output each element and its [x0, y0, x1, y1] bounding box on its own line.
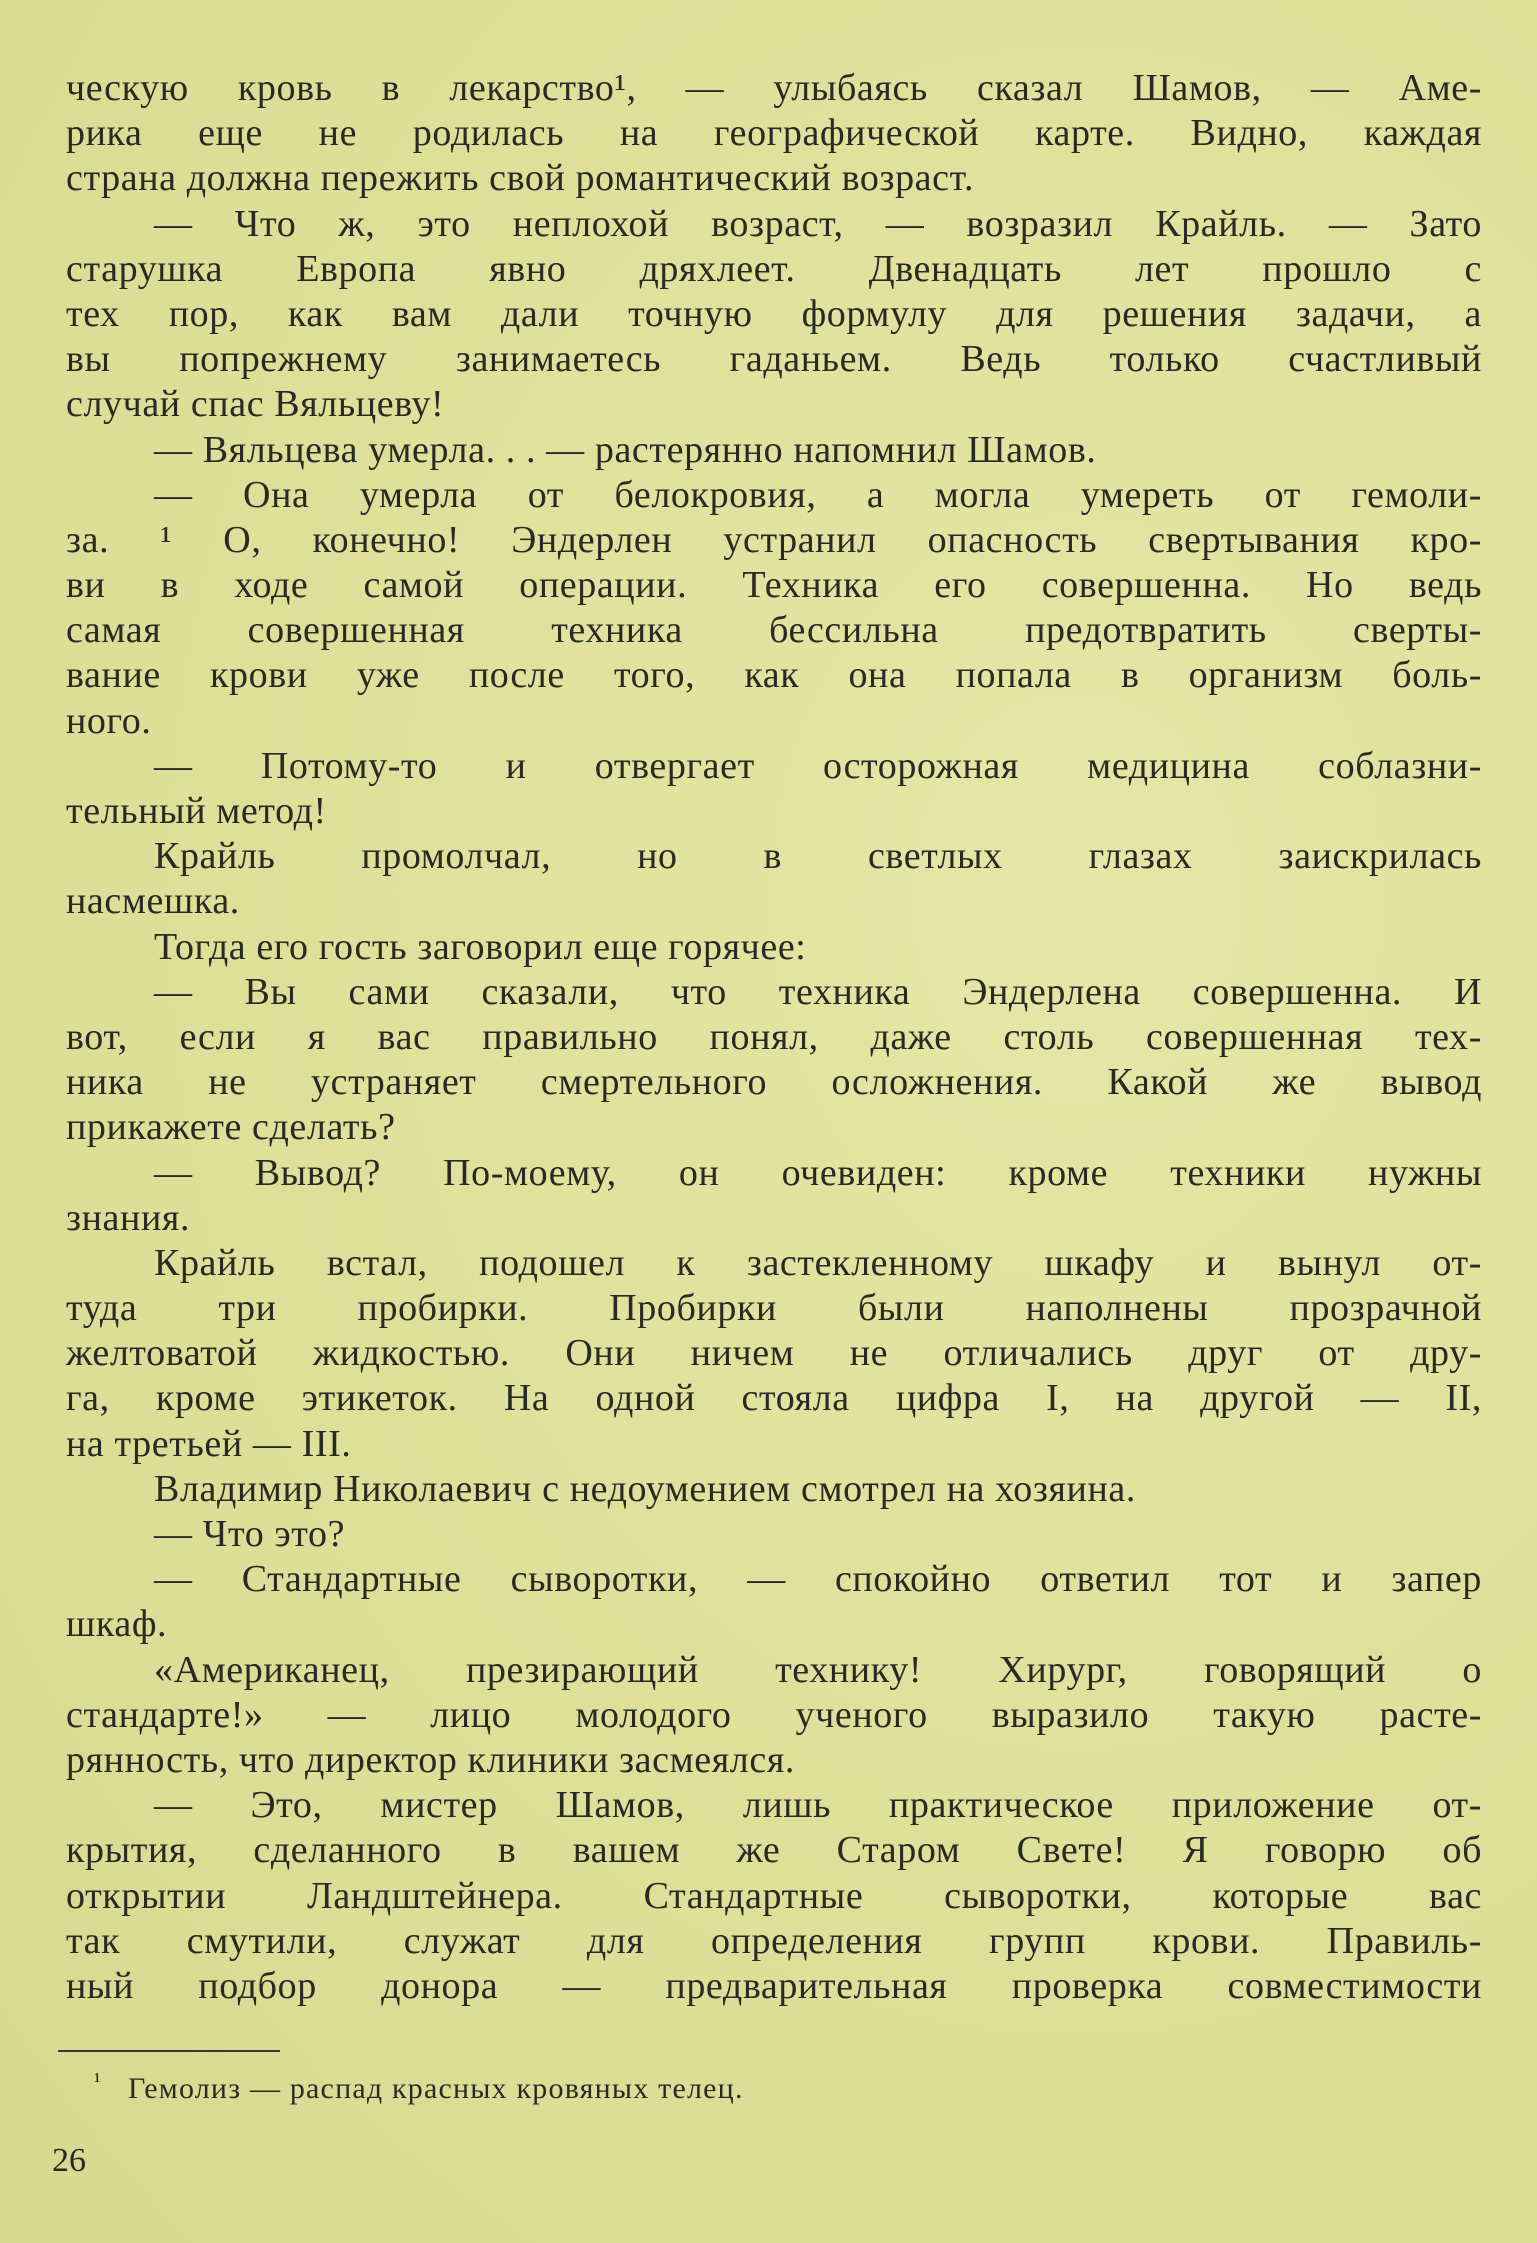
- text-line: ви в ходе самой операции. Техника его совершенна. Но ведь: [66, 564, 1482, 607]
- text-line: на третьей — III.: [66, 1422, 352, 1465]
- text-line: ного.: [66, 699, 152, 742]
- text-line: открытии Ландштейнера. Стандартные сыворотки, которые вас: [66, 1874, 1482, 1917]
- page-number: 26: [52, 2142, 86, 2179]
- text-line: — Вывод? По-моему, он очевиден: кроме техники нужны: [154, 1151, 1482, 1194]
- text-line: — Что это?: [154, 1513, 346, 1555]
- text-line: крытия, сделанного в вашем же Старом Свете! Я говорю об: [66, 1829, 1482, 1872]
- footnote-text: Гемолиз — распад красных кровяных телец.: [128, 2072, 744, 2105]
- text-line: так смутили, служат для определения групп крови. Правиль-: [66, 1919, 1482, 1962]
- text-line: ный подбор донора — предварительная проверка совместимости: [66, 1964, 1482, 2007]
- text-line: старушка Европа явно дряхлеет. Двенадцать лет прошло с: [66, 247, 1482, 290]
- text-line: насмешка.: [66, 880, 240, 923]
- text-line: вы попрежнему занимаетесь гаданьем. Ведь только счастливый: [66, 338, 1482, 381]
- text-line: — Стандартные сыворотки, — спокойно ответил тот и запер: [154, 1558, 1482, 1601]
- text-line: самая совершенная техника бессильна предотвратить сверты-: [66, 609, 1482, 652]
- page-body: [66, 66, 1482, 2009]
- text-line: вот, если я вас правильно понял, даже столь совершенная тех-: [66, 1015, 1482, 1058]
- text-line: Тогда его гость заговорил еще горячее:: [154, 925, 807, 968]
- text-line: стандарте!» — лицо молодого ученого выразило такую расте-: [66, 1693, 1482, 1736]
- text-line: тельный метод!: [66, 790, 327, 832]
- text-line: знания.: [66, 1196, 191, 1239]
- text-line: — Что ж, это неплохой возраст, — возразил Крайль. — Зато: [154, 202, 1482, 245]
- text-line: случай спас Вяльцеву!: [66, 383, 445, 426]
- text-line: Владимир Николаевич с недоумением смотрел на хозяина.: [154, 1467, 1136, 1510]
- text-line: шкаф.: [66, 1603, 168, 1646]
- footnote: [94, 2068, 744, 2106]
- text-line: — Она умерла от белокровия, а могла умереть от гемоли-: [154, 473, 1482, 516]
- text-line: «Американец, презирающий технику! Хирург, говорящий о: [154, 1648, 1482, 1691]
- text-line: — Потому-то и отвергает осторожная медицина соблазни-: [154, 744, 1482, 787]
- text-line: Крайль промолчал, но в светлых глазах заискрилась: [154, 835, 1482, 878]
- text-line: туда три пробирки. Пробирки были наполнены прозрачной: [66, 1287, 1482, 1330]
- text-line: — Вы сами сказали, что техника Эндерлена совершенна. И: [154, 970, 1482, 1013]
- text-line: прикажете сделать?: [66, 1106, 396, 1149]
- text-line: — Это, мистер Шамов, лишь практическое приложение от-: [154, 1784, 1482, 1827]
- text-line: — Вяльцева умерла. . . — растерянно напомнил Шамов.: [154, 428, 1097, 471]
- text-line: за. ¹ О, конечно! Эндерлен устранил опасность свертывания кро-: [66, 518, 1482, 561]
- text-line: рика еще не родилась на географической карте. Видно, каждая: [66, 112, 1482, 155]
- text-line: Крайль встал, подошел к застекленному шкафу и вынул от-: [154, 1241, 1482, 1284]
- footnote-divider: [58, 2050, 280, 2052]
- text-line: тех пор, как вам дали точную формулу для решения задачи, а: [66, 292, 1482, 335]
- text-line: ника не устраняет смертельного осложнения. Какой же вывод: [66, 1061, 1482, 1104]
- text-line: ческую кровь в лекарство¹, — улыбаясь сказал Шамов, — Аме-: [66, 67, 1482, 109]
- text-line: страна должна пережить свой романтический возраст.: [66, 157, 975, 200]
- text-line: вание крови уже после того, как она попала в организм боль-: [66, 654, 1482, 697]
- footnote-mark: ¹: [94, 2068, 102, 2093]
- text-line: желтоватой жидкостью. Они ничем не отличались друг от дру-: [66, 1332, 1482, 1375]
- text-line: га, кроме этикеток. На одной стояла цифра I, на другой — II,: [66, 1377, 1482, 1420]
- text-line: рянность, что директор клиники засмеялся.: [66, 1738, 795, 1781]
